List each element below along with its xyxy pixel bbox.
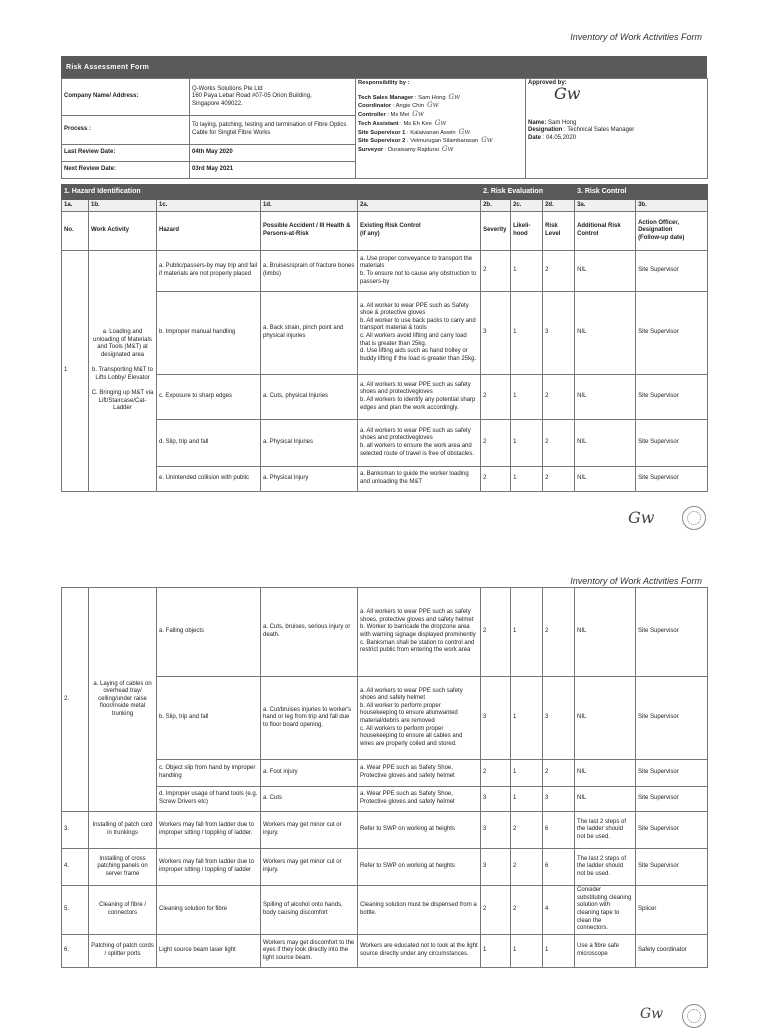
likelihood-cell: 1 — [511, 420, 543, 467]
hazard-cell: Workers may fall from ladder due to improper sitting / toppling of ladder. — [157, 812, 261, 849]
severity-cell: 3 — [481, 677, 511, 760]
responsibility-line: Coordinator : Angie Chin Gw — [358, 101, 439, 110]
action-officer-cell: Safety coordinator — [636, 935, 708, 968]
approver-date: 04.05.2020 — [546, 134, 577, 141]
responsibility-role: Tech Sales Manager — [358, 94, 414, 101]
column-header: Severity — [481, 212, 511, 251]
approver-date-label: Date — [528, 134, 542, 141]
responsibility-line: Surveyor : Duraisamy Rajdurai Gw — [358, 144, 454, 153]
existing-control-cell: a. All workers to wear PPE such as safety shoes and protectivegloves b. all workers to ensure the work area and selected route of travel is free of obstacles. — [358, 420, 481, 467]
risk-level-cell: 2 — [543, 251, 575, 292]
column-header-row — [62, 212, 708, 251]
row-number: 6. — [62, 935, 89, 968]
likelihood-cell: 1 — [511, 251, 543, 292]
action-officer-cell: Site Supervisor — [636, 787, 708, 812]
column-header: Action Officer, Designation (Follow-up date) — [636, 212, 708, 251]
risk-level-cell: 4 — [543, 886, 575, 935]
column-code-row — [62, 200, 708, 212]
additional-control-cell: Use a fibre safe microscope — [575, 935, 636, 968]
risk-level-cell: 3 — [543, 787, 575, 812]
risk-table-page-1 — [61, 184, 708, 492]
section-hazard-identification: 1. Hazard Identification — [62, 185, 481, 200]
severity-cell: 3 — [481, 849, 511, 886]
accident-cell: a. Cuts, bruises, serious injury or death. — [261, 588, 358, 677]
accident-cell: a. Physical Injuries — [261, 420, 358, 467]
responsibility-signature: Gw — [434, 118, 447, 127]
work-activity: a. Loading and unloading of Materials and Tools (M&T) at designated area b. Transporting M&T to Lifts Lobby/ Elevator C. Bringing up M&T via Lift/Staircase/Cat-Ladder — [89, 251, 157, 492]
likelihood-cell: 1 — [511, 467, 543, 492]
action-officer-cell: Splicer — [636, 886, 708, 935]
hazard-cell: d. Improper usage of hand tools (e.g. Screw Drivers etc) — [157, 787, 261, 812]
existing-control-cell: Refer to SWP on working at heights — [358, 812, 481, 849]
accident-cell: Spilling of alcohol onto hands, body causing discomfort — [261, 886, 358, 935]
column-code: 1c. — [157, 200, 261, 212]
additional-control-cell: NIL — [575, 292, 636, 375]
risk-level-cell: 6 — [543, 812, 575, 849]
severity-cell: 2 — [481, 588, 511, 677]
responsibility-signature: Gw — [441, 144, 454, 153]
approved-label: Approved by: — [528, 80, 567, 86]
work-activity: Patching of patch cords / splitter ports — [89, 935, 157, 968]
table-row — [62, 420, 708, 467]
table-row — [62, 787, 708, 812]
column-header: Work Activity — [89, 212, 157, 251]
table-row — [62, 251, 708, 292]
risk-level-cell: 1 — [543, 935, 575, 968]
section-header-row — [62, 185, 708, 200]
severity-cell: 2 — [481, 886, 511, 935]
next-review-value: 03rd May 2021 — [190, 162, 356, 179]
action-officer-cell: Site Supervisor — [636, 420, 708, 467]
table-row — [62, 760, 708, 787]
page-title-2: Inventory of Work Activities Form — [570, 576, 702, 586]
hazard-cell: Cleaning solution for fibre — [157, 886, 261, 935]
existing-control-cell: Cleaning solution must be dispensed from a bottle. — [358, 886, 481, 935]
responsibility-label: Responsibility by : — [358, 80, 410, 86]
hazard-cell: b. Slip, trip and fall — [157, 677, 261, 760]
existing-control-cell: a. Use proper conveyance to transport the materials b. To ensure not to cause any obstruction to passers-by — [358, 251, 481, 292]
process-value: To laying, patching, testing and termination of Fibre Optics Cable for Singtel Fibre Works — [190, 116, 356, 145]
form-info-table — [61, 78, 708, 179]
column-header: Existing Risk Control (if any) — [358, 212, 481, 251]
row-number: 4. — [62, 849, 89, 886]
hazard-cell: b. Improper manual handling — [157, 292, 261, 375]
approver-signature: Gw — [554, 83, 581, 103]
responsibility-line: Tech Sales Manager : Sam Hong Gw — [358, 92, 461, 101]
severity-cell: 2 — [481, 467, 511, 492]
responsibility-line: Tech Assistant : Ms Eh Kee Gw — [358, 118, 447, 127]
last-review-value: 04th May 2020 — [190, 145, 356, 162]
column-code: 1b. — [89, 200, 157, 212]
form-title-bar — [61, 56, 707, 78]
additional-control-cell: Consider substituting cleaning solution with cleaning tape to clean the connectors. — [575, 886, 636, 935]
action-officer-cell: Site Supervisor — [636, 760, 708, 787]
table-row — [62, 467, 708, 492]
column-code: 2d. — [543, 200, 575, 212]
additional-control-cell: NIL — [575, 251, 636, 292]
risk-level-cell: 6 — [543, 849, 575, 886]
signature-mark-1: Gw — [628, 508, 655, 527]
hazard-cell: Workers may fall from ladder due to improper sitting / toppling of ladder — [157, 849, 261, 886]
hazard-cell: c. Exposure to sharp edges — [157, 375, 261, 420]
severity-cell: 3 — [481, 292, 511, 375]
risk-table-page-2 — [61, 587, 708, 968]
additional-control-cell: The last 2 steps of the ladder should not be used. — [575, 812, 636, 849]
approver-name: Sam Hong — [548, 119, 577, 126]
existing-control-cell: a. Wear PPE such as Safety Shoe, Protective gloves and safety helmet — [358, 760, 481, 787]
likelihood-cell: 1 — [511, 375, 543, 420]
additional-control-cell: The last 2 steps of the ladder should not be used. — [575, 849, 636, 886]
accident-cell: a. Cuts, physical Injuries — [261, 375, 358, 420]
approval-cell: Approved by: Gw Name: Sam Hong Designation : Technical Sales Manager Date : 04.05.2020 — [526, 79, 708, 179]
table-row — [62, 812, 708, 849]
table-row — [62, 677, 708, 760]
row-number: 1 — [62, 251, 89, 492]
column-header: Risk Level — [543, 212, 575, 251]
risk-level-cell: 2 — [543, 467, 575, 492]
risk-level-cell: 2 — [543, 375, 575, 420]
accident-cell: a. Bruises/sprain of fracture bones (limbs) — [261, 251, 358, 292]
work-activity: Installing of cross patching panels on server frame — [89, 849, 157, 886]
action-officer-cell: Site Supervisor — [636, 677, 708, 760]
responsibility-role: Surveyor — [358, 146, 384, 153]
responsibility-name: Sam Hong — [418, 94, 446, 101]
risk-level-cell: 3 — [543, 292, 575, 375]
accident-cell: a. Foot injury — [261, 760, 358, 787]
existing-control-cell: a. All worker to wear PPE such as Safety shoe & protective gloves b. All worker to use back packs to carry and transport material & tools c. All workers avoid lifting and carry load that is greater than 25kg. d. Use lifting aids such as hand trolley or buddy lifting if the load is greater than 25kg. — [358, 292, 481, 375]
responsibility-cell — [356, 79, 526, 179]
hazard-cell: c. Object slip from hand by improper handling — [157, 760, 261, 787]
responsibility-role: Site Supervisor 1 — [358, 129, 406, 136]
action-officer-cell: Site Supervisor — [636, 467, 708, 492]
severity-cell: 2 — [481, 375, 511, 420]
column-code: 1d. — [261, 200, 358, 212]
table-row — [62, 935, 708, 968]
responsibility-line: Site Supervisor 1 : Kalaivanan Aswin Gw — [358, 127, 471, 136]
column-header: No. — [62, 212, 89, 251]
responsibility-signature: Gw — [481, 136, 493, 145]
additional-control-cell: NIL — [575, 375, 636, 420]
likelihood-cell: 2 — [511, 849, 543, 886]
responsibility-role: Site Supervisor 2 — [358, 138, 406, 145]
process-label: Process : — [62, 116, 190, 145]
existing-control-cell: a. Banksman to guide the worker loading and unloading the M&T — [358, 467, 481, 492]
severity-cell: 1 — [481, 935, 511, 968]
likelihood-cell: 1 — [511, 588, 543, 677]
hazard-cell: a. Public/passers-by may trip and fail if materials are not properly placed — [157, 251, 261, 292]
risk-level-cell: 3 — [543, 677, 575, 760]
existing-control-cell: a. Wear PPE such as Safety Shoe, Protective gloves and safety helmet — [358, 787, 481, 812]
additional-control-cell: NIL — [575, 760, 636, 787]
action-officer-cell: Site Supervisor — [636, 849, 708, 886]
column-header: Possible Accident / Ill Health & Persons-at-Risk — [261, 212, 358, 251]
existing-control-cell: a. All workers to wear PPE such as safety shoes and protectivegloves b. All workers to identify any potential sharp edges and plan the work accordingly. — [358, 375, 481, 420]
severity-cell: 2 — [481, 760, 511, 787]
company-stamp-2 — [682, 1004, 706, 1028]
action-officer-cell: Site Supervisor — [636, 292, 708, 375]
approver-designation: Technical Sales Manager — [567, 127, 635, 134]
responsibility-name: Kalaivanan Aswin — [410, 129, 456, 136]
responsibility-signature: Gw — [427, 101, 439, 110]
responsibility-name: Ms Mei — [390, 112, 410, 119]
form-title: Risk Assessment Form — [66, 64, 150, 71]
risk-level-cell: 2 — [543, 588, 575, 677]
row-number: 5. — [62, 886, 89, 935]
responsibility-name: Angie Chin — [395, 103, 425, 110]
table-row — [62, 375, 708, 420]
action-officer-cell: Site Supervisor — [636, 251, 708, 292]
column-code: 1a. — [62, 200, 89, 212]
section-risk-evaluation: 2. Risk Evaluation — [481, 185, 575, 200]
column-header: Likeli- hood — [511, 212, 543, 251]
responsibility-line: Controller : Ms Mei Gw — [358, 110, 424, 119]
existing-control-cell: a. All workers to wear PPE such safety shoes and safety helmet b. All worker to perform proper housekeeping to ensure allunwanted material/debris are removed c. All workers to perform proper housekeeping to ensure all cables and wires are properly coiled and stored. — [358, 677, 481, 760]
responsibility-role: Coordinator — [358, 103, 392, 110]
responsibility-signature: Gw — [458, 127, 471, 136]
likelihood-cell: 1 — [511, 935, 543, 968]
action-officer-cell: Site Supervisor — [636, 375, 708, 420]
column-header: Additional Risk Control — [575, 212, 636, 251]
action-officer-cell: Site Supervisor — [636, 588, 708, 677]
row-number: 2. — [62, 588, 89, 812]
accident-cell: a. Back strain, pinch point and physical injuries — [261, 292, 358, 375]
accident-cell: Workers may get discomfort to the eyes if they look directly into the light source beam. — [261, 935, 358, 968]
column-header: Hazard — [157, 212, 261, 251]
severity-cell: 2 — [481, 420, 511, 467]
severity-cell: 3 — [481, 787, 511, 812]
company-label: Company Name/ Address: — [62, 79, 190, 116]
responsibility-name: Ms Eh Kee — [403, 120, 432, 127]
existing-control-cell: a. All workers to wear PPE such as safety shoes, protective gloves and safety helmet b. Worker to barricade the dropzone area with warning signage displayed prominently c. Banksman shall be station to control and restrict public from entering the work area — [358, 588, 481, 677]
likelihood-cell: 1 — [511, 787, 543, 812]
responsibility-line: Site Supervisor 2 : Velmurugan Silambarasan Gw — [358, 136, 493, 145]
severity-cell: 3 — [481, 812, 511, 849]
table-row — [62, 588, 708, 677]
accident-cell: a. Cut/bruises injuries to worker's hand or leg from trip and fall due to floor board opening. — [261, 677, 358, 760]
work-activity: Cleaning of fibre / connectors — [89, 886, 157, 935]
column-code: 2a. — [358, 200, 481, 212]
likelihood-cell: 1 — [511, 760, 543, 787]
risk-level-cell: 2 — [543, 760, 575, 787]
company-stamp-1 — [682, 506, 706, 530]
accident-cell: Workers may get minor cut or injury. — [261, 812, 358, 849]
additional-control-cell: NIL — [575, 467, 636, 492]
work-activity: Installing of patch cord in trunkings — [89, 812, 157, 849]
section-risk-control: 3. Risk Control — [575, 185, 708, 200]
likelihood-cell: 2 — [511, 812, 543, 849]
additional-control-cell: NIL — [575, 787, 636, 812]
hazard-cell: d. Slip, trip and fall — [157, 420, 261, 467]
additional-control-cell: NIL — [575, 588, 636, 677]
risk-level-cell: 2 — [543, 420, 575, 467]
hazard-cell: a. Falling objects — [157, 588, 261, 677]
severity-cell: 2 — [481, 251, 511, 292]
column-code: 3b. — [636, 200, 708, 212]
approver-name-label: Name: — [528, 119, 547, 126]
accident-cell: Workers may get minor cut or injury. — [261, 849, 358, 886]
responsibility-role: Controller — [358, 112, 386, 119]
accident-cell: a. Physical Injury — [261, 467, 358, 492]
table-row — [62, 292, 708, 375]
additional-control-cell: NIL — [575, 677, 636, 760]
responsibility-name: Velmurugan Silambarasan — [410, 138, 479, 145]
page-title: Inventory of Work Activities Form — [570, 32, 702, 42]
additional-control-cell: NIL — [575, 420, 636, 467]
next-review-label: Next Review Date: — [62, 162, 190, 179]
last-review-label: Last Review Date: — [62, 145, 190, 162]
responsibility-signature: Gw — [448, 92, 461, 101]
responsibility-role: Tech Assistant — [358, 120, 399, 127]
likelihood-cell: 1 — [511, 677, 543, 760]
responsibility-name: Duraisamy Rajdurai — [387, 146, 439, 153]
accident-cell: a. Cuts — [261, 787, 358, 812]
likelihood-cell: 2 — [511, 886, 543, 935]
company-value: Q-Works Solutions Pte Ltd 160 Paya Lebar Road #07-05 Orion Building, Singapore 409022. — [190, 79, 356, 116]
column-code: 2c. — [511, 200, 543, 212]
hazard-cell: e. Unintended collision with public — [157, 467, 261, 492]
approver-designation-label: Designation — [528, 127, 563, 134]
work-activity: a. Laying of cables on overhead tray/ celling/under raise floor/inside metal trunking — [89, 588, 157, 812]
column-code: 3a. — [575, 200, 636, 212]
signature-mark-2: Gw — [640, 1006, 664, 1022]
hazard-cell: Light source beam laser light — [157, 935, 261, 968]
action-officer-cell: Site Supervisor — [636, 812, 708, 849]
table-row — [62, 849, 708, 886]
responsibility-signature: Gw — [412, 110, 424, 119]
existing-control-cell: Workers are educated not to look at the light source directly under any circumstances. — [358, 935, 481, 968]
row-number: 3. — [62, 812, 89, 849]
likelihood-cell: 1 — [511, 292, 543, 375]
table-row — [62, 886, 708, 935]
responsibility-list — [358, 94, 523, 155]
existing-control-cell: Refer to SWP on working at heights — [358, 849, 481, 886]
column-code: 2b. — [481, 200, 511, 212]
